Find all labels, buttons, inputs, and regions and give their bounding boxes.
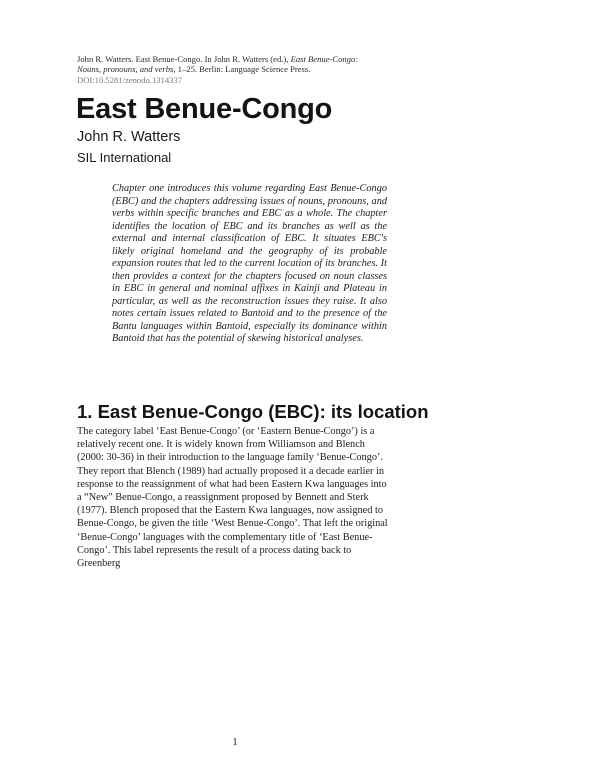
- body-paragraph: The category label ‘East Benue-Congo’ (or ‘Eastern Benue-Congo’) is a relatively recent one. It is widely known from Williamson and Blench (2000: 30-36) in their introduction to the language family ‘Benue-Congo’. They report that Blench (1989) had actually proposed it a decade earlier in response to the reassignment of what had been Eastern Kwa languages into a “New” Benue-Congo, a reassignment proposed by Bennett and Sterk (1977). Blench proposed that the Eastern Kwa languages, now assigned to Benue-Congo, be given the title ‘West Benue-Congo’. That left the original ‘Benue-Congo’ languages with the complementary title of ‘East Benue-Congo’. This label represents the result of a process dating back to Greenberg: [77, 426, 388, 570]
- page-number: 1: [232, 736, 238, 748]
- citation-text: John R. Watters. East Benue-Congo. In John R. Watters (ed.),: [77, 54, 291, 64]
- citation-pages: , 1–25. Berlin: Language Science Press.: [173, 64, 311, 75]
- author-name: John R. Watters: [77, 129, 181, 145]
- author-affiliation: SIL International: [77, 150, 172, 165]
- chapter-title: East Benue-Congo: [76, 93, 333, 125]
- section-heading: 1. East Benue-Congo (EBC): its location: [77, 401, 429, 422]
- citation-header: [77, 54, 377, 85]
- book-title: East Benue-Congo: Nouns, pronouns, and verbs: [77, 54, 359, 75]
- abstract: Chapter one introduces this volume regarding East Benue-Congo (EBC) and the chapters addressing issues of nouns, pronouns, and verbs within specific branches and EBC as a whole. The chapter identifies the location of EBC and its branches as well as the external and internal classification of EBC. It situates EBC's likely original homeland and the geography of its probable expansion routes that led to the current location of its branches. It then provides a context for the chapters focused on noun classes in EBC in general and nominal affixes in Kainji and Plateau in particular, as well as the reconstruction issues they raise. It also notes certain issues related to Bantoid and to the presence of the Bantu languages within Bantoid, especially its dominance within Bantoid that has the potential of skewing historical analyses.: [112, 183, 387, 344]
- doi-link[interactable]: DOI:10.5281/zenodo.1314337: [77, 74, 183, 85]
